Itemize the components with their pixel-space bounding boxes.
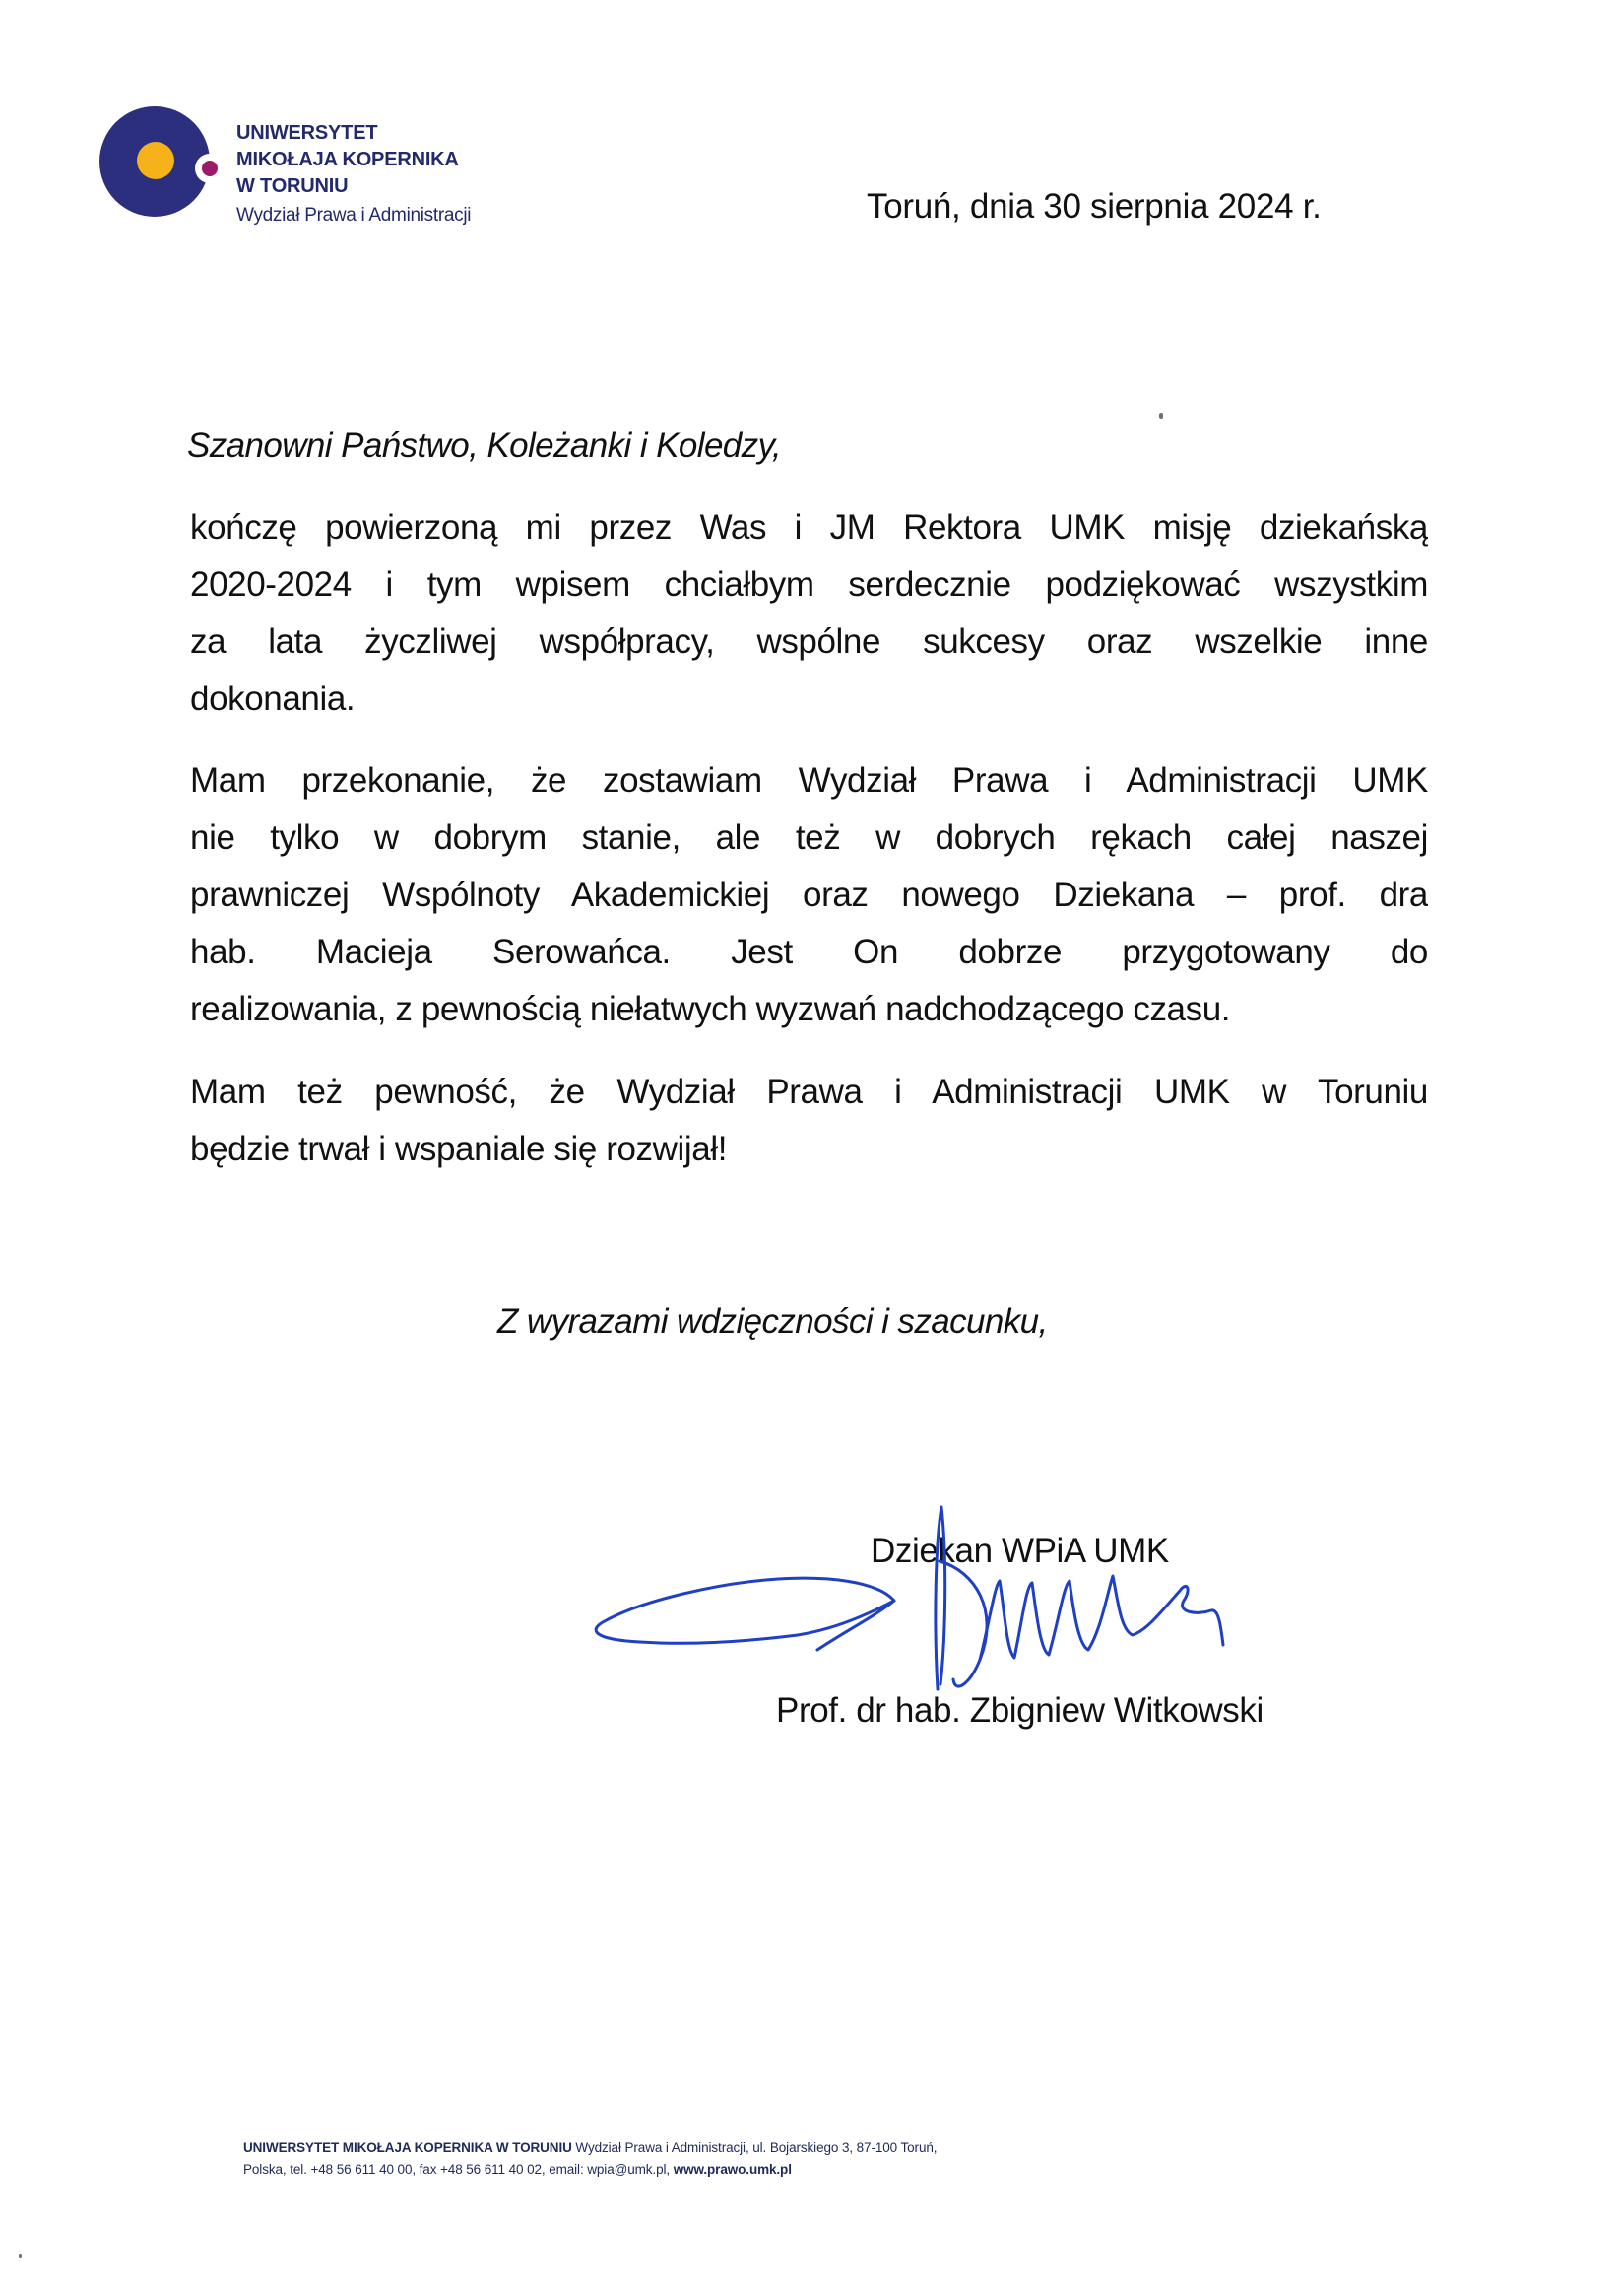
signatory-title: Dziekan WPiA UMK [871,1532,1169,1570]
paragraph-line: dokonania. [190,680,356,718]
paragraph-2 [190,753,1428,1038]
paragraph-line: za lata życzliwej współpracy, wspólne sukcesy oraz wszelkie inne [190,623,1428,661]
umk-logo-icon [98,104,221,221]
footer-address: Wydział Prawa i Administracji, ul. Bojarskiego 3, 87-100 Toruń, [571,2140,938,2155]
logo-sun-circle [137,142,174,179]
signature-wave-stroke [980,1576,1223,1660]
paragraph-line: Mam też pewność, że Wydział Prawa i Administracji UMK w Toruniu [190,1073,1428,1111]
logo-line-1: UNIWERSYTET [236,122,378,144]
signature-tall-stroke [936,1507,987,1689]
signatory-name: Prof. dr hab. Zbigniew Witkowski [776,1691,1264,1730]
paragraph-line: nie tylko w dobrym stanie, ale też w dobrych rękach całej naszej [190,819,1428,857]
letter-date: Toruń, dnia 30 sierpnia 2024 r. [867,187,1322,226]
footer-line-1 [243,2137,937,2159]
signature-loop-stroke [596,1578,894,1650]
paragraph-line: realizowania, z pewnością niełatwych wyzwań nadchodzącego czasu. [190,990,1231,1028]
paragraph-line: prawniczej Wspólnoty Akademickiej oraz nowego Dziekana – prof. dra [190,876,1428,914]
scan-speck [19,2254,22,2258]
closing-phrase: Z wyrazami wdzięczności i szacunku, [497,1302,1048,1341]
paragraph-line: hab. Macieja Serowańca. Jest On dobrze przygotowany do [190,933,1428,971]
footer-org-name: UNIWERSYTET MIKOŁAJA KOPERNIKA W TORUNIU [243,2140,572,2155]
paragraph-3 [190,1064,1428,1178]
footer-website-link[interactable]: www.prawo.umk.pl [673,2162,792,2177]
handwritten-signature-icon [581,1502,1270,1699]
logo-line-3: W TORUNIU [236,175,349,197]
paragraph-1 [190,499,1428,728]
footer-contact: Polska, tel. +48 56 611 40 00, fax +48 56 611 40 02, email: wpia@umk.pl, [243,2162,674,2177]
logo-line-2: MIKOŁAJA KOPERNIKA [236,149,459,170]
university-name [236,120,471,230]
paragraph-line: 2020-2024 i tym wpisem chciałbym serdecznie podziękować wszystkim [190,565,1428,604]
logo-planet-dot [202,161,218,176]
paragraph-line: będzie trwał i wspaniale się rozwijał! [190,1130,728,1168]
footer-line-2 [243,2159,937,2181]
scan-speck [1159,413,1163,419]
greeting: Szanowni Państwo, Koleżanki i Koledzy, [187,426,781,465]
faculty-name: Wydział Prawa i Administracji [236,205,472,226]
paragraph-line: Mam przekonanie, że zostawiam Wydział Prawa i Administracji UMK [190,761,1428,800]
paragraph-line: kończę powierzoną mi przez Was i JM Rektora UMK misję dziekańską [190,508,1428,547]
footer [243,2137,937,2181]
